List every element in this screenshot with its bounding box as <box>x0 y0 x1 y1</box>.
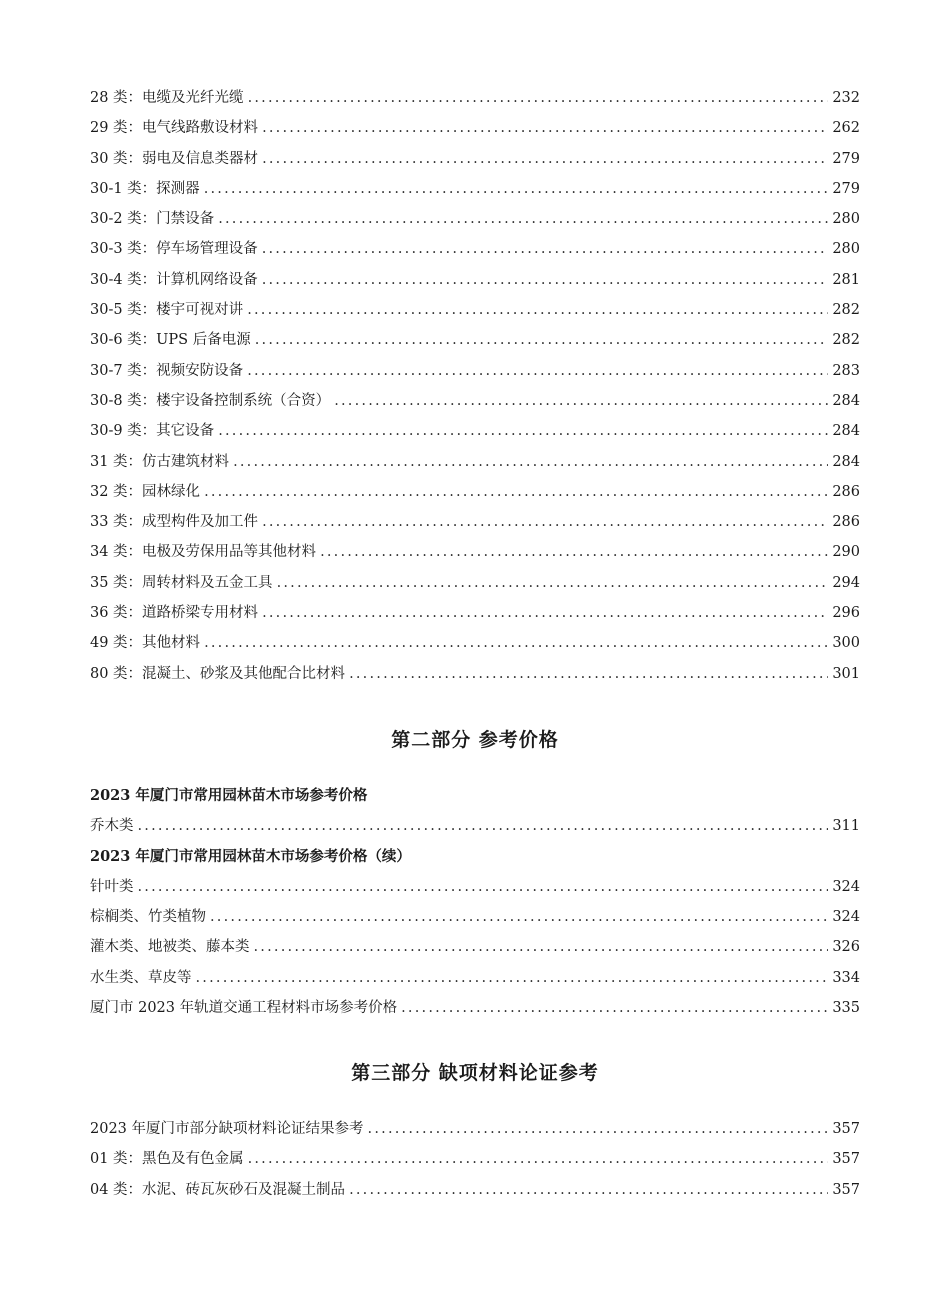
toc-entry[interactable] <box>90 447 860 477</box>
dot-leader <box>349 659 828 689</box>
dot-leader <box>247 356 828 386</box>
toc-entry[interactable] <box>90 325 860 355</box>
dot-leader <box>334 386 828 416</box>
toc-entry[interactable] <box>90 963 860 993</box>
toc-entry-page-number: 286 <box>832 514 860 531</box>
toc-entry-page-number: 284 <box>832 423 860 440</box>
dot-leader <box>349 1175 828 1205</box>
dot-leader <box>138 811 829 841</box>
toc-entry-page-number: 335 <box>832 1000 860 1017</box>
toc-entry-label: 棕榈类、竹类植物 <box>90 909 206 926</box>
dot-leader <box>262 113 828 143</box>
toc-entry-label: 水生类、草皮等 <box>90 969 192 986</box>
toc-entry-page-number: 232 <box>832 90 860 106</box>
toc-entry[interactable] <box>90 811 860 841</box>
toc-entry[interactable] <box>90 537 860 567</box>
subheading-nursery-prices: 2023 年厦门市常用园林苗木市场参考价格 <box>90 787 368 804</box>
toc-entry-page-number: 357 <box>832 1181 860 1198</box>
toc-entry-page-number: 334 <box>832 969 860 986</box>
toc-entry[interactable] <box>90 568 860 598</box>
toc-entry-label: 厦门市 2023 年轨道交通工程材料市场参考价格 <box>90 1000 398 1017</box>
toc-entry[interactable] <box>90 598 860 628</box>
dot-leader <box>254 932 829 962</box>
toc-entry-label: 30-2 类：门禁设备 <box>90 211 215 228</box>
toc-entry-label: 04 类：水泥、砖瓦灰砂石及混凝土制品 <box>90 1181 346 1198</box>
toc-entry-label: 30-6 类：UPS 后备电源 <box>90 332 251 349</box>
toc-entry-page-number: 300 <box>832 635 860 652</box>
dot-leader <box>248 1144 829 1174</box>
toc-entry[interactable] <box>90 83 860 113</box>
dot-leader <box>262 598 828 628</box>
toc-entry-label: 80 类：混凝土、砂浆及其他配合比材料 <box>90 665 346 682</box>
toc-entry-label: 30-5 类：楼宇可视对讲 <box>90 302 244 319</box>
subheading-nursery-prices-continued: 2023 年厦门市常用园林苗木市场参考价格（续） <box>90 847 411 865</box>
toc-entry-page-number: 283 <box>832 362 860 379</box>
toc-entry-page-number: 281 <box>832 271 860 288</box>
toc-entry-label: 30 类：弱电及信息类器材 <box>90 150 259 167</box>
dot-leader <box>401 993 828 1023</box>
toc-entry-page-number: 286 <box>832 483 860 500</box>
toc-entry-label: 01 类：黑色及有色金属 <box>90 1151 244 1168</box>
toc-entry-page-number: 357 <box>832 1151 860 1168</box>
dot-leader <box>233 447 828 477</box>
toc-entry[interactable] <box>90 902 860 932</box>
toc-entry[interactable] <box>90 416 860 446</box>
dot-leader <box>210 902 828 932</box>
toc-entry-page-number: 311 <box>832 818 860 835</box>
toc-entry[interactable] <box>90 872 860 902</box>
toc-entry-page-number: 357 <box>832 1121 860 1137</box>
toc-entry-label: 49 类：其他材料 <box>90 635 201 652</box>
toc-entry-label: 针叶类 <box>90 878 134 895</box>
toc-entry-label: 30-3 类：停车场管理设备 <box>90 241 258 258</box>
toc-entry[interactable] <box>90 234 860 264</box>
toc-entry-label: 30-4 类：计算机网络设备 <box>90 271 258 288</box>
toc-entry-page-number: 324 <box>832 909 860 926</box>
toc-entry[interactable] <box>90 1144 860 1174</box>
toc-entry-label: 29 类：电气线路敷设材料 <box>90 120 259 137</box>
dot-leader <box>320 537 828 567</box>
dot-leader <box>204 174 829 204</box>
toc-entry[interactable] <box>90 628 860 658</box>
dot-leader <box>218 204 828 234</box>
toc-entry[interactable] <box>90 265 860 295</box>
toc-group-part2-b <box>90 872 860 1023</box>
dot-leader <box>204 477 828 507</box>
dot-leader <box>262 265 829 295</box>
dot-leader <box>255 325 829 355</box>
toc-entry[interactable] <box>90 386 860 416</box>
toc-entry-label: 30-9 类：其它设备 <box>90 423 215 440</box>
toc-entry-page-number: 262 <box>832 120 860 137</box>
toc-entry-page-number: 284 <box>832 453 860 470</box>
toc-entry[interactable] <box>90 295 860 325</box>
toc-entry-page-number: 326 <box>832 939 860 956</box>
toc-entry-label: 35 类：周转材料及五金工具 <box>90 574 273 591</box>
dot-leader <box>368 1114 829 1144</box>
dot-leader <box>248 83 829 113</box>
toc-entry-label: 33 类：成型构件及加工件 <box>90 514 259 531</box>
toc-entry[interactable] <box>90 144 860 174</box>
toc-entry[interactable] <box>90 113 860 143</box>
dot-leader <box>204 628 828 658</box>
toc-entry-page-number: 301 <box>832 665 860 682</box>
dot-leader <box>262 507 828 537</box>
toc-entry-page-number: 294 <box>832 574 860 591</box>
section-title-part3: 第三部分 缺项材料论证参考 <box>351 1062 599 1084</box>
toc-entry-page-number: 280 <box>832 211 860 228</box>
toc-entry[interactable] <box>90 356 860 386</box>
toc-entry-page-number: 284 <box>832 392 860 409</box>
toc-entry[interactable] <box>90 507 860 537</box>
dot-leader <box>262 144 828 174</box>
toc-entry-page-number: 282 <box>832 332 860 349</box>
toc-entry-page-number: 280 <box>832 241 860 258</box>
toc-entry-label: 31 类：仿古建筑材料 <box>90 453 230 470</box>
toc-entry-label: 32 类：园林绿化 <box>90 483 201 500</box>
toc-entry-label: 30-1 类：探测器 <box>90 180 200 197</box>
toc-entry[interactable] <box>90 993 860 1023</box>
toc-entry-label: 34 类：电极及劳保用品等其他材料 <box>90 544 317 561</box>
toc-entry-page-number: 282 <box>832 302 860 319</box>
toc-entry[interactable] <box>90 932 860 962</box>
toc-entry-page-number: 324 <box>832 878 860 895</box>
toc-entry[interactable] <box>90 477 860 507</box>
toc-entry-label: 28 类：电缆及光纤光缆 <box>90 90 244 106</box>
dot-leader <box>262 234 829 264</box>
toc-group-part2-a <box>90 811 860 841</box>
dot-leader <box>196 963 829 993</box>
dot-leader <box>247 295 828 325</box>
toc-entry[interactable] <box>90 174 860 204</box>
section-title-part2: 第二部分 参考价格 <box>391 729 559 751</box>
toc-entry-page-number: 279 <box>832 150 860 167</box>
toc-list-part3 <box>90 1114 860 1205</box>
toc-entry-label: 乔木类 <box>90 818 134 835</box>
toc-entry-label: 2023 年厦门市部分缺项材料论证结果参考 <box>90 1121 364 1137</box>
toc-entry[interactable] <box>90 659 860 689</box>
toc-entry[interactable] <box>90 204 860 234</box>
toc-entry-page-number: 279 <box>832 180 860 197</box>
dot-leader <box>218 416 828 446</box>
toc-entry-label: 30-7 类：视频安防设备 <box>90 362 244 379</box>
toc-entry[interactable] <box>90 1175 860 1205</box>
toc-list-part1 <box>90 83 860 689</box>
dot-leader <box>277 568 829 598</box>
toc-entry-page-number: 290 <box>832 544 860 561</box>
dot-leader <box>138 872 829 902</box>
toc-entry-label: 30-8 类：楼宇设备控制系统（合资） <box>90 392 331 409</box>
toc-entry-page-number: 296 <box>832 605 860 622</box>
toc-entry-label: 灌木类、地被类、藤本类 <box>90 939 250 956</box>
toc-block-part2 <box>90 781 860 1023</box>
toc-entry[interactable] <box>90 1114 860 1144</box>
toc-entry-label: 36 类：道路桥梁专用材料 <box>90 605 259 622</box>
